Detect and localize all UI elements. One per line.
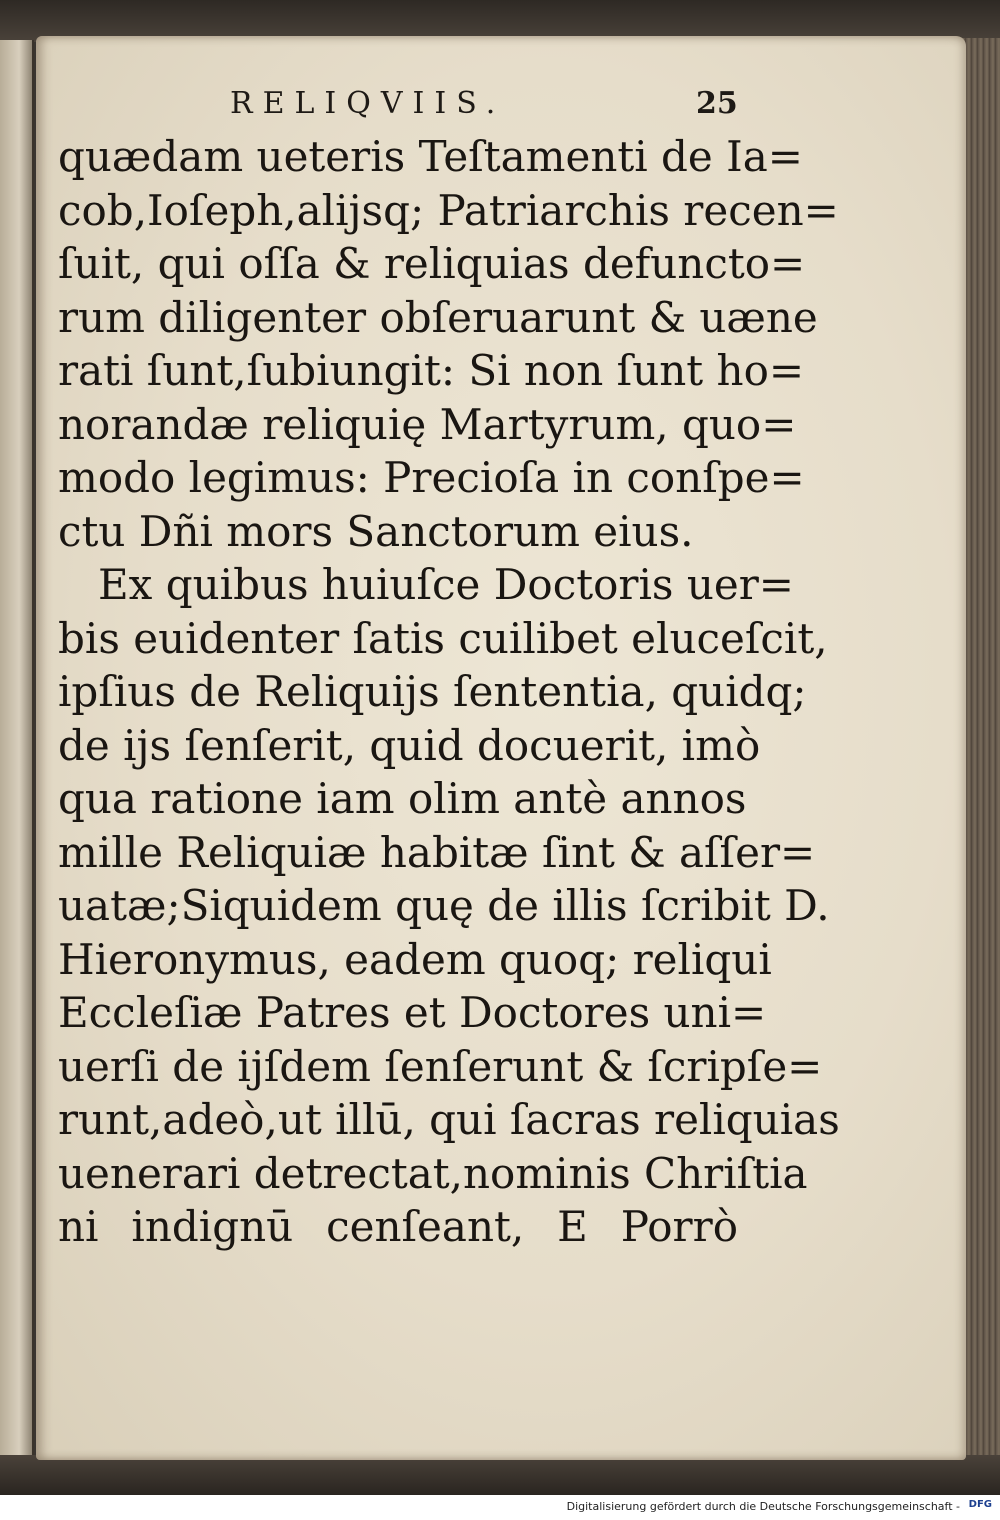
text-line: runt,adeò,ut illū, qui ſacras reliquias: [58, 1095, 840, 1144]
text-line: uenerari detrectat,nominis Chriſtia: [58, 1148, 808, 1198]
body-text: [58, 130, 840, 1254]
left-page-edge: [0, 40, 34, 1460]
text-line: Ex quibus huiuſce Doctoris uer=: [98, 560, 794, 609]
catchword-line: ni indignū cenſeant, E Porrò: [58, 1202, 738, 1251]
text-line: de ijs ſenſerit, quid docuerit, imò: [58, 720, 761, 770]
binding-edge-bottom: [0, 1455, 1000, 1495]
book-block-edge: [960, 38, 1000, 1458]
text-line: rum diligenter obſeruarunt & uæne: [58, 292, 818, 342]
text-line: Hieronymus, eadem quoq; reliqui: [58, 934, 772, 984]
text-line: uatæ;Siquidem quę de illis ſcribit D.: [58, 881, 830, 930]
text-line: uerſi de ijſdem ſenſerunt & ſcripſe=: [58, 1041, 823, 1091]
text-line: modo legimus: Precioſa in conſpe=: [58, 453, 805, 502]
text-line: Eccleſiæ Patres et Doctores uni=: [58, 988, 767, 1037]
funding-credit: Digitalisierung gefördert durch die Deutsche Forschungsgemeinschaft -: [566, 1500, 960, 1513]
text-line: bis euidenter ſatis cuilibet eluceſcit,: [58, 613, 828, 663]
text-line: quædam ueteris Teſtamenti de Ia=: [58, 132, 803, 181]
text-line: qua ratione iam olim antè annos: [58, 774, 747, 823]
footer-bar: [0, 1495, 1000, 1520]
text-line: cob,Ioſeph,alijsq; Patriarchis recen=: [58, 185, 839, 235]
dfg-logo: DFG: [968, 1499, 992, 1510]
running-head: RELIQVIIS.: [230, 86, 506, 121]
text-line: rati ſunt,ſubiungit: Si non ſunt ho=: [58, 346, 805, 395]
text-line: ſuit, qui oſſa & reliquias defuncto=: [58, 239, 806, 288]
text-line: norandæ reliquię Martyrum, quo=: [58, 399, 797, 449]
text-line: ctu Dñi mors Sanctorum eius.: [58, 506, 694, 556]
page-number: 25: [696, 86, 738, 121]
text-line: mille Reliquiæ habitæ ſint & aſſer=: [58, 827, 816, 877]
text-line: ipſius de Reliquijs ſententia, quidq;: [58, 667, 807, 716]
